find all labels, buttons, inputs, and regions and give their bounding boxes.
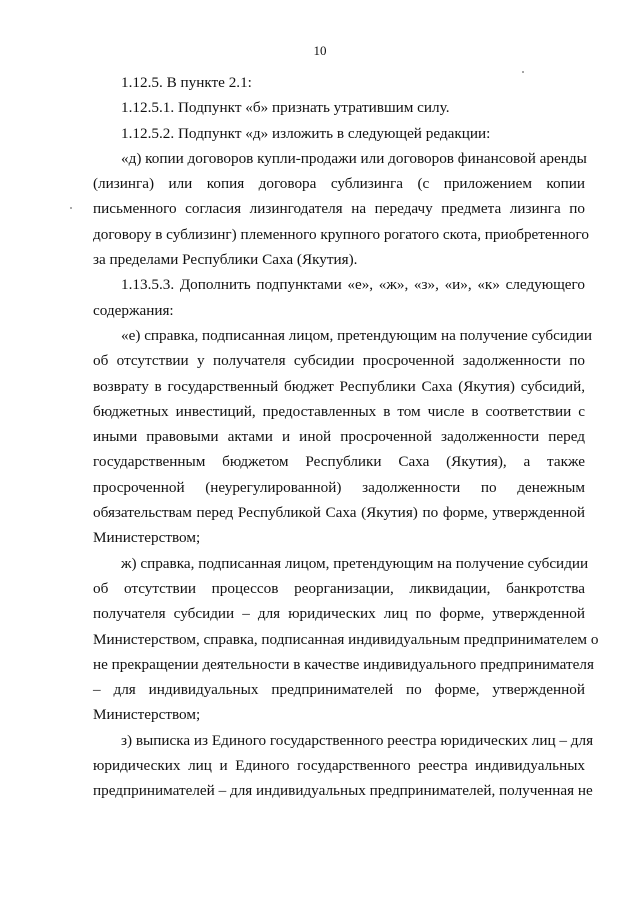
text-line: об отсутствии у получателя субсидии просроченной задолженности по	[93, 352, 585, 370]
text-line: просроченной (неурегулированной) задолженности по денежным	[93, 478, 585, 496]
text-line: возврату в государственный бюджет Республики Саха (Якутия) субсидий,	[93, 377, 585, 395]
text-line: 1.13.5.3. Дополнить подпунктами «е», «ж», «з», «и», «к» следующего	[121, 276, 585, 294]
document-body	[93, 70, 599, 804]
text-line: 1.12.5.1. Подпункт «б» признать утратившим силу.	[121, 99, 450, 117]
text-line: – для индивидуальных предпринимателей по форме, утвержденной	[93, 681, 585, 699]
text-line: содержания:	[93, 301, 174, 319]
page-number: 10	[313, 43, 327, 58]
text-line: «е) справка, подписанная лицом, претендующим на получение субсидии	[121, 326, 593, 344]
text-line: Министерством, справка, подписанная индивидуальным предпринимателем о	[93, 630, 599, 648]
text-line: 1.12.5. В пункте 2.1:	[121, 74, 252, 91]
scan-speck	[70, 207, 72, 209]
text-line: обязательствам перед Республикой Саха (Якутия) по форме, утвержденной	[93, 504, 585, 522]
text-line: 1.12.5.2. Подпункт «д» изложить в следующей редакции:	[121, 124, 491, 142]
text-line: предпринимателей – для индивидуальных предпринимателей, полученная не	[93, 782, 593, 800]
text-line: договору в сублизинг) племенного крупного рогатого скота, приобретенного	[93, 225, 589, 243]
text-line: Министерством;	[93, 706, 201, 724]
text-line: получателя субсидии – для юридических лиц по форме, утвержденной	[93, 605, 585, 623]
text-line: (лизинга) или копия договора сублизинга (с приложением копии	[93, 175, 585, 193]
text-line: не прекращении деятельности в качестве индивидуального предпринимателя	[93, 655, 594, 673]
text-line: письменного согласия лизингодателя на передачу предмета лизинга по	[93, 200, 585, 218]
text-line: Министерством;	[93, 529, 201, 547]
text-line: за пределами Республики Саха (Якутия).	[93, 251, 358, 269]
text-line: бюджетных инвестиций, предоставленных в том числе в соответствии с	[93, 402, 585, 420]
text-line: государственным бюджетом Республики Саха (Якутия), а также	[93, 453, 585, 471]
text-line: иными правовыми актами и иной просроченной задолженности перед	[93, 428, 585, 446]
text-line: об отсутствии процессов реорганизации, ликвидации, банкротства	[93, 579, 585, 597]
text-line: «д) копии договоров купли-продажи или договоров финансовой аренды	[121, 149, 587, 167]
text-line: юридических лиц и Единого государственного реестра индивидуальных	[93, 757, 585, 775]
text-line: з) выписка из Единого государственного реестра юридических лиц – для	[121, 731, 594, 749]
text-line: ж) справка, подписанная лицом, претендующим на получение субсидии	[121, 554, 589, 572]
